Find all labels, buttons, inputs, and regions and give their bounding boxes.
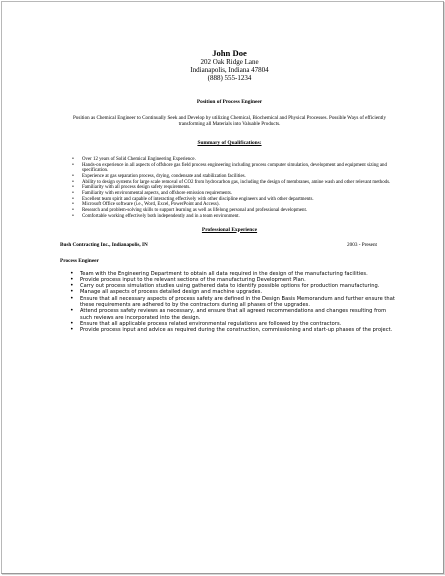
qualifications-title: Summary of Qualifications: [197, 139, 262, 146]
list-item: • Excellent team spirit and capable of interacting effectively with other discipline engineers and with other departments. [82, 197, 399, 203]
list-item: • Experience at gas separation process, drying, condensate and stabilization facilities. [82, 174, 399, 180]
company-name: Bush Contracting Inc., Indianapolis, IN [60, 241, 148, 248]
list-item: • Research and problem-solving skills to support learning as well as lifelong personal and professional development. [82, 208, 399, 214]
phone-number: (888) 555-1234 [207, 74, 252, 82]
employment-dates: 2003 - Present [347, 241, 377, 248]
list-item: • Hands-on experience in all aspects of offshore gas field process engineering including process computer simulation, development and equipment sizing and specification. [82, 163, 399, 174]
experience-title: Professional Experience [201, 226, 258, 233]
list-item: • Comfortable working effectively both independently and in a team environment. [82, 214, 399, 220]
list-item: • Provide process input and advice as required during the construction, commissioning and start-up phases of the project. [80, 327, 399, 333]
list-item: • Manage all aspects of process detailed design and machine upgrades. [80, 289, 399, 295]
resume-header [60, 48, 399, 82]
job-title: Process Engineer [60, 257, 99, 264]
list-item: • Ensure that all necessary aspects of process safety are defined in the Design Basis Memorandum and further ensure that these requirements are adhered to by the contractors during all phases of the upgrades. [80, 296, 399, 309]
objective-title: Position of Process Engineer [196, 99, 263, 105]
list-item: • Over 12 years of Solid Chemical Engineering Experience. [82, 157, 399, 163]
list-item: • Microsoft Office software (i.e., Word, Excel, PowerPoint and Access). [82, 202, 399, 208]
qualifications-list [60, 157, 399, 220]
resume-page [1, 1, 444, 574]
candidate-name: John Doe [212, 48, 247, 58]
list-item: • Ensure that all applicable process related environmental regulations are followed by the contractors. [80, 321, 399, 327]
job-header [60, 242, 399, 249]
city-state-zip: Indianapolis, Indiana 47804 [190, 66, 269, 74]
list-item: • Familiarity with environmental aspects, and offshore emission requirements. [82, 191, 399, 197]
list-item: • Team with the Engineering Department to obtain all data required in the design of the manufacturing facilities. [80, 271, 399, 277]
list-item: • Carry out process simulation studies using gathered data to identify possible options for production manufacturing. [80, 283, 399, 289]
list-item: • Ability to design systems for large scale removal of CO2 from hydrocarbon gas, including the design of membranes, amine wash and other relevant methods. [82, 180, 399, 186]
list-item: • Attend process safety reviews as necessary, and ensure that all agreed recommendations and changes resulting from such reviews are incorporated into the design. [80, 308, 399, 321]
objective-text: Position as Chemical Engineer to Continually Seek and Develop by utilizing Chemical, Biochemical and Physical Processes. Possible Ways of efficiently transforming all Materials into Valuable Products. [72, 115, 387, 128]
duties-list [60, 271, 399, 334]
list-item: • Provide process input to the relevant sections of the manufacturing Development Plan. [80, 277, 399, 283]
street-address: 202 Oak Ridge Lane [200, 58, 259, 66]
list-item: • Familiarity with all process design safety requirements. [82, 185, 399, 191]
